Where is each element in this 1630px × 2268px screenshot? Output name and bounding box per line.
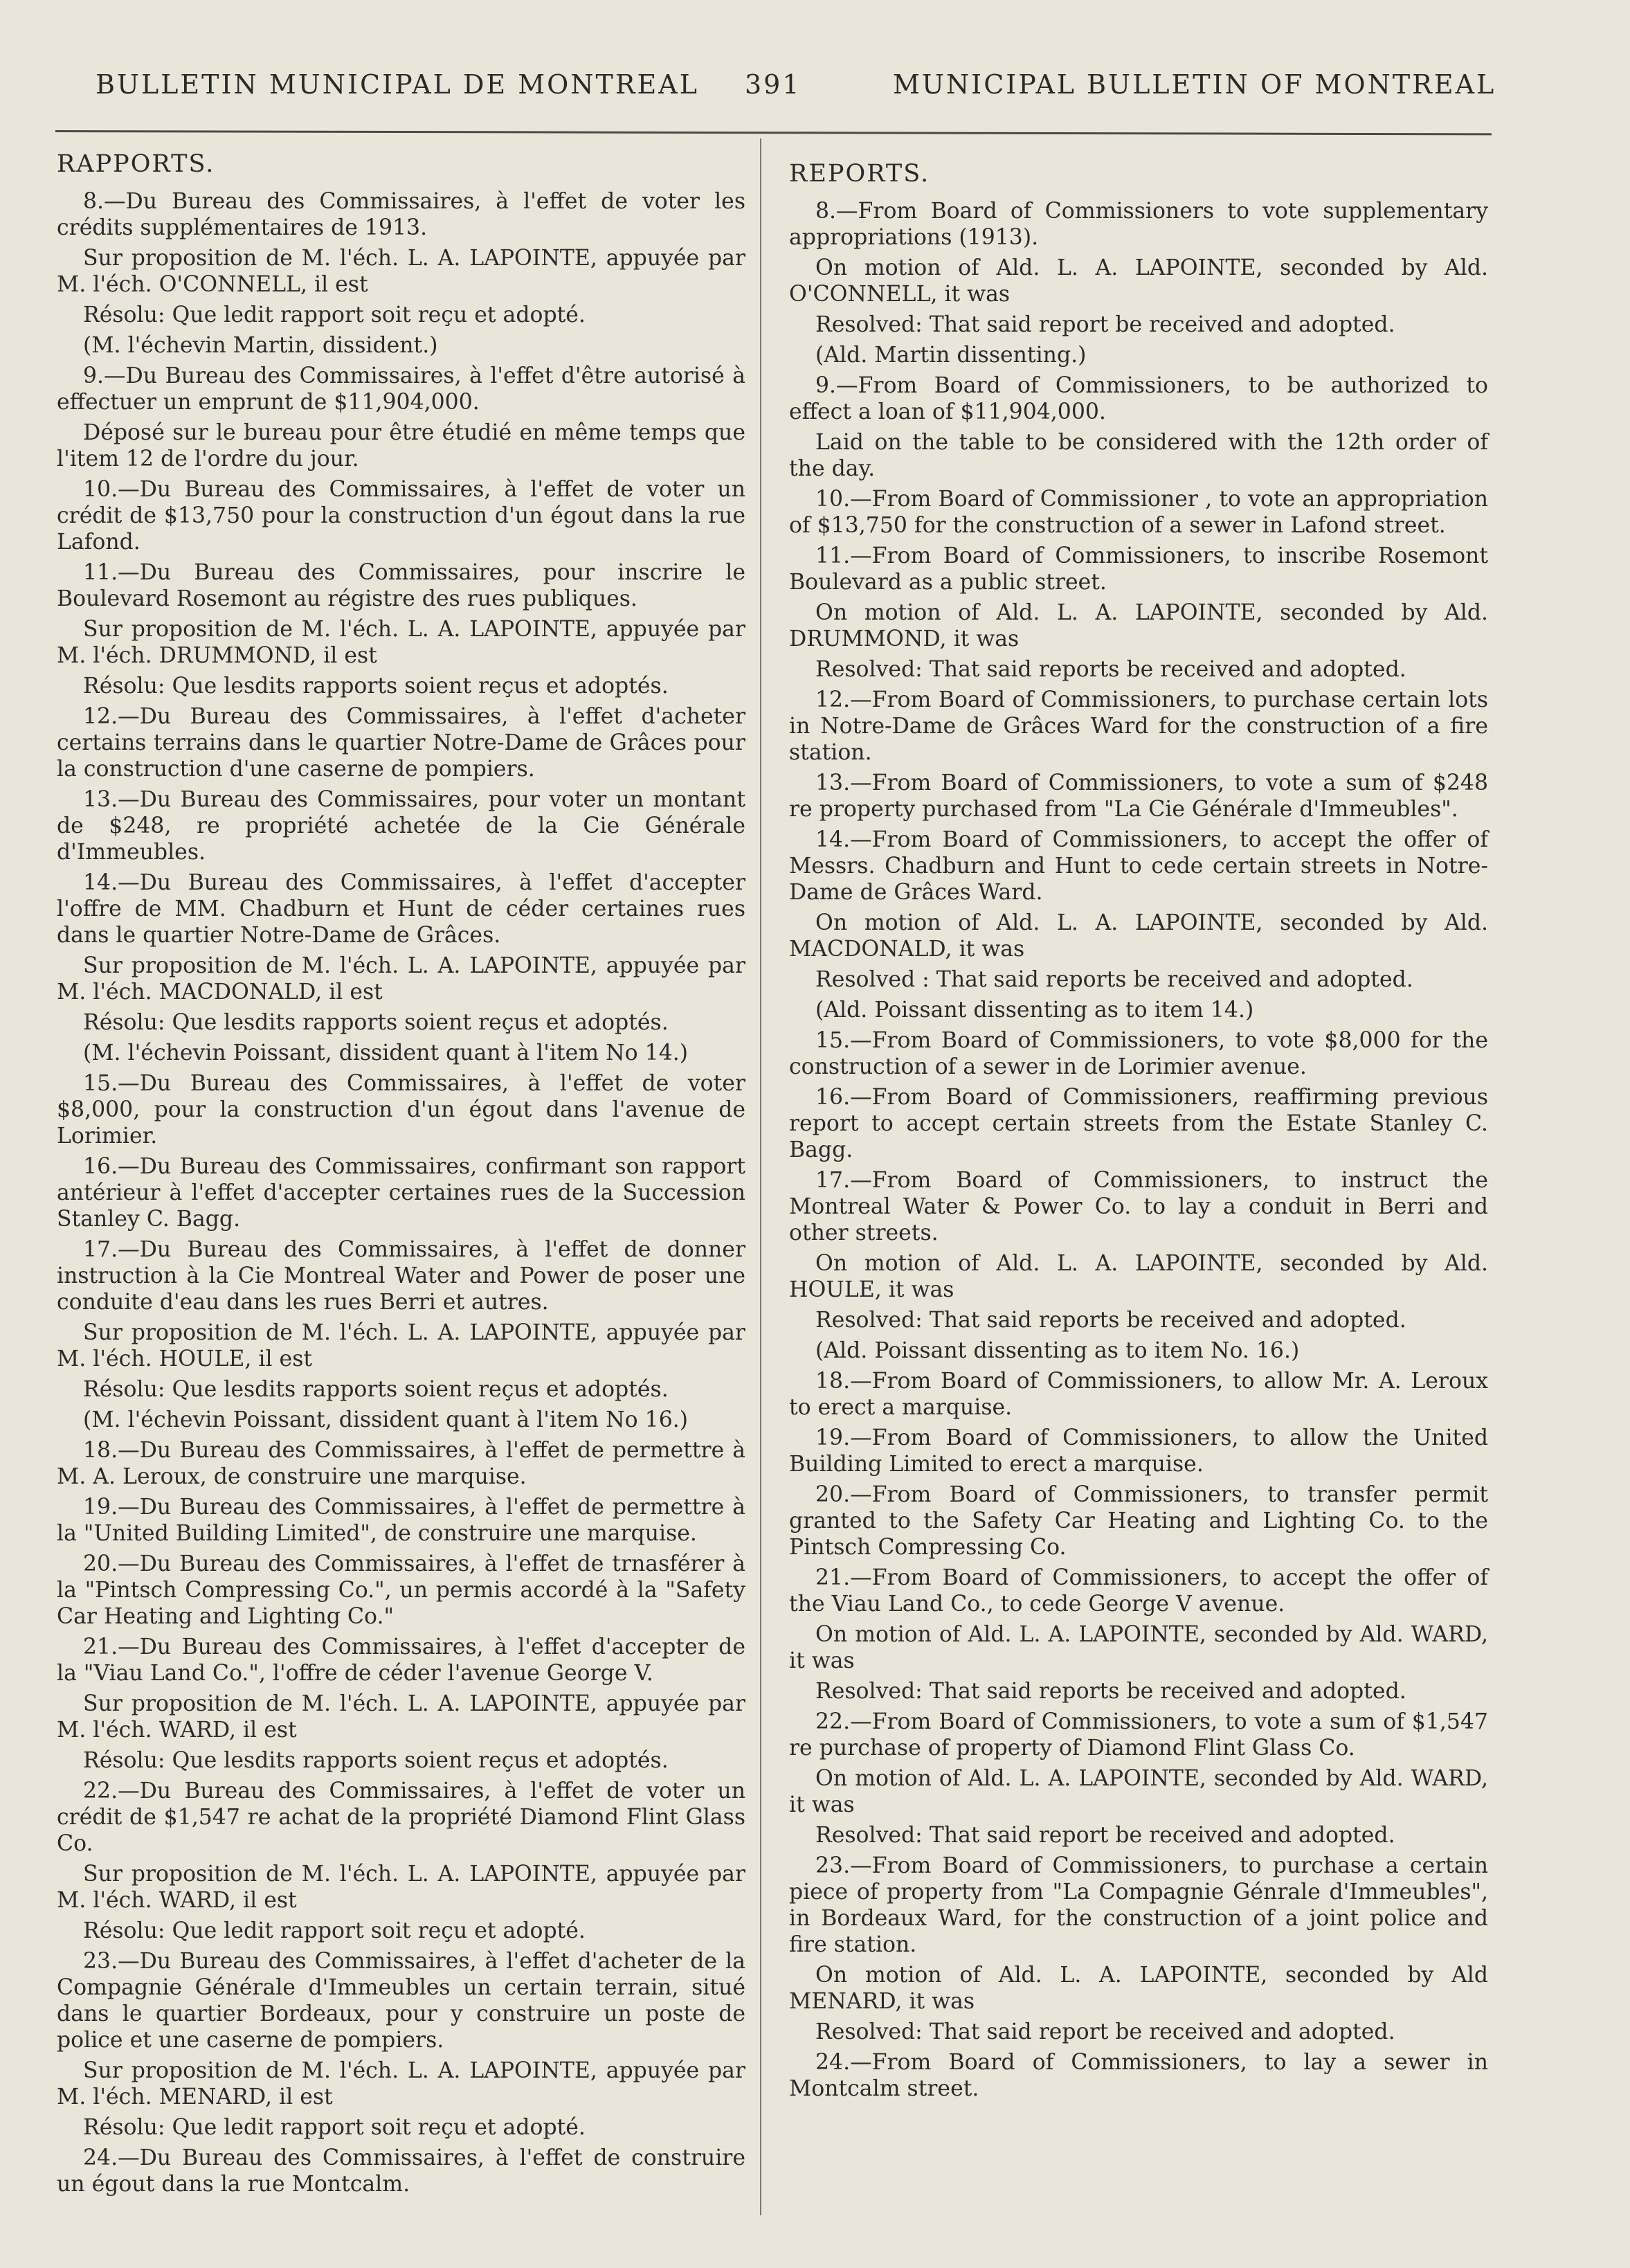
english-paragraph: 9.—From Board of Commissioners, to be authorized to effect a loan of $11,904,000. <box>789 373 1488 424</box>
english-paragraph: Resolved : That said reports be received and adopted. <box>815 967 1413 992</box>
french-column <box>57 151 745 2202</box>
french-paragraph: 13.—Du Bureau des Commissaires, pour voter un montant de $248, re propriété achetée de la Cie Générale d'Immeubles. <box>57 787 745 865</box>
english-paragraph: 19.—From Board of Commissioners, to allow the United Building Limited to erect a marquise. <box>789 1425 1488 1477</box>
french-paragraph: Résolu: Que lesdits rapports soient reçus et adoptés. <box>83 1010 669 1035</box>
french-paragraph: Résolu: Que lesdits rapports soient reçus et adoptés. <box>83 674 669 699</box>
french-paragraph: Sur proposition de M. l'éch. L. A. LAPOINTE, appuyée par M. l'éch. WARD, il est <box>57 1862 745 1913</box>
english-paragraph: Resolved: That said reports be received and adopted. <box>815 657 1406 682</box>
english-paragraph: 14.—From Board of Commissioners, to accept the offer of Messrs. Chadburn and Hunt to cede certain streets in Notre-Dame de Grâces Ward. <box>789 827 1488 905</box>
french-paragraph: Résolu: Que ledit rapport soit reçu et adopté. <box>83 303 586 327</box>
header-title-french: BULLETIN MUNICIPAL DE MONTREAL <box>96 69 699 100</box>
english-paragraph: On motion of Ald. L. A. LAPOINTE, seconded by Ald. O'CONNELL, it was <box>789 255 1488 307</box>
french-paragraph: Sur proposition de M. l'éch. L. A. LAPOINTE, appuyée par M. l'éch. HOULE, il est <box>57 1320 745 1371</box>
french-paragraph: Sur proposition de M. l'éch. L. A. LAPOINTE, appuyée par M. l'éch. DRUMMOND, il est <box>57 617 745 668</box>
english-paragraph: 17.—From Board of Commissioners, to instruct the Montreal Water & Power Co. to lay a conduit in Berri and other streets. <box>789 1168 1488 1245</box>
english-paragraph: Laid on the table to be considered with the 12th order of the day. <box>789 430 1488 481</box>
french-paragraph: 23.—Du Bureau des Commissaires, à l'effet d'acheter de la Compagnie Générale d'Immeubles un certain terrain, situé dans le quartier Bordeaux, pour y construire un poste de police et une caserne de pompiers. <box>57 1949 745 2053</box>
french-paragraph: (M. l'échevin Martin, dissident.) <box>83 333 438 358</box>
french-paragraph: 24.—Du Bureau des Commissaires, à l'effet de construire un égout dans la rue Montcalm. <box>57 2145 745 2197</box>
english-paragraph: 23.—From Board of Commissioners, to purchase a certain piece of property from "La Compagnie Génrale d'Immeubles", in Bordeaux Ward, for the construction of a joint police and fire station. <box>789 1853 1488 1957</box>
english-paragraph: On motion of Ald. L. A. LAPOINTE, seconded by Ald MENARD, it was <box>789 1963 1488 2014</box>
french-paragraph: 10.—Du Bureau des Commissaires, à l'effet de voter un crédit de $13,750 pour la construction d'un égout dans la rue Lafond. <box>57 477 745 555</box>
english-paragraph: Resolved: That said report be received and adopted. <box>815 312 1395 337</box>
french-paragraph: 11.—Du Bureau des Commissaires, pour inscrire le Boulevard Rosemont au régistre des rues publiques. <box>57 560 745 611</box>
english-paragraph: 22.—From Board of Commissioners, to vote a sum of $1,547 re purchase of property of Diamond Flint Glass Co. <box>789 1709 1488 1761</box>
english-section-title: REPORTS. <box>789 160 930 188</box>
french-paragraph: 19.—Du Bureau des Commissaires, à l'effet de permettre à la "United Building Limited", de construire une marquise. <box>57 1495 745 1546</box>
french-paragraph: Résolu: Que ledit rapport soit reçu et adopté. <box>83 1918 586 1943</box>
french-paragraph: Résolu: Que ledit rapport soit reçu et adopté. <box>83 2115 586 2140</box>
french-paragraph: 18.—Du Bureau des Commissaires, à l'effet de permettre à M. A. Leroux, de construire une marquise. <box>57 1438 745 1489</box>
header-rule <box>55 130 1492 135</box>
french-paragraph: 9.—Du Bureau des Commissaires, à l'effet d'être autorisé à effectuer un emprunt de $11,904,000. <box>57 363 745 415</box>
english-paragraph: Resolved: That said report be received and adopted. <box>815 2019 1395 2044</box>
english-paragraph: 20.—From Board of Commissioners, to transfer permit granted to the Safety Car Heating and Lighting Co. to the Pintsch Compressing Co. <box>789 1482 1488 1560</box>
english-paragraph: On motion of Ald. L. A. LAPOINTE, seconded by Ald. MACDONALD, it was <box>789 910 1488 962</box>
english-paragraph: Resolved: That said reports be received and adopted. <box>815 1679 1406 1704</box>
french-paragraph: Sur proposition de M. l'éch. L. A. LAPOINTE, appuyée par M. l'éch. MACDONALD, il est <box>57 953 745 1005</box>
french-paragraph: 22.—Du Bureau des Commissaires, à l'effet de voter un crédit de $1,547 re achat de la propriété Diamond Flint Glass Co. <box>57 1779 745 1856</box>
french-paragraph: 15.—Du Bureau des Commissaires, à l'effet de voter $8,000, pour la construction d'un égout dans l'avenue de Lorimier. <box>57 1071 745 1149</box>
english-column <box>789 151 1488 2106</box>
english-paragraph: On motion of Ald. L. A. LAPOINTE, seconded by Ald. DRUMMOND, it was <box>789 600 1488 651</box>
header-title-english: MUNICIPAL BULLETIN OF MONTREAL <box>893 69 1496 100</box>
english-paragraph: On motion of Ald. L. A. LAPOINTE, seconded by Ald. WARD, it was <box>789 1622 1488 1673</box>
english-paragraph: 12.—From Board of Commissioners, to purchase certain lots in Notre-Dame de Grâces Ward for the construction of a fire station. <box>789 687 1488 765</box>
french-paragraph: 21.—Du Bureau des Commissaires, à l'effet d'accepter de la "Viau Land Co.", l'offre de céder l'avenue George V. <box>57 1635 745 1686</box>
french-paragraph: (M. l'échevin Poissant, dissident quant à l'item No 16.) <box>83 1407 689 1432</box>
english-paragraph: On motion of Ald. L. A. LAPOINTE, seconded by Ald. WARD, it was <box>789 1766 1488 1817</box>
french-paragraph: Sur proposition de M. l'éch. L. A. LAPOINTE, appuyée par M. l'éch. O'CONNELL, il est <box>57 246 745 297</box>
french-paragraph: 12.—Du Bureau des Commissaires, à l'effet d'acheter certains terrains dans le quartier Notre-Dame de Grâces pour la construction d'une caserne de pompiers. <box>57 704 745 782</box>
french-paragraph: 8.—Du Bureau des Commissaires, à l'effet de voter les crédits supplémentaires de 1913. <box>57 189 745 240</box>
english-paragraph: 15.—From Board of Commissioners, to vote $8,000 for the construction of a sewer in de Lorimier avenue. <box>789 1028 1488 1079</box>
french-paragraph: Sur proposition de M. l'éch. L. A. LAPOINTE, appuyée par M. l'éch. WARD, il est <box>57 1691 745 1743</box>
english-paragraph: 21.—From Board of Commissioners, to accept the offer of the Viau Land Co., to cede George V avenue. <box>789 1565 1488 1617</box>
french-paragraph: Résolu: Que lesdits rapports soient reçus et adoptés. <box>83 1377 669 1402</box>
english-paragraph: Resolved: That said report be received and adopted. <box>815 1823 1395 1848</box>
french-paragraph: Déposé sur le bureau pour être étudié en même temps que l'item 12 de l'ordre du jour. <box>57 420 745 471</box>
english-paragraph: 11.—From Board of Commissioners, to inscribe Rosemont Boulevard as a public street. <box>789 543 1488 595</box>
french-paragraph: 14.—Du Bureau des Commissaires, à l'effet d'accepter l'offre de MM. Chadburn et Hunt de céder certaines rues dans le quartier Notre-Dame de Grâces. <box>57 870 745 948</box>
page-header <box>0 69 1630 118</box>
english-paragraph: 10.—From Board of Commissioner , to vote an appropriation of $13,750 for the construction of a sewer in Lafond street. <box>789 487 1488 538</box>
column-divider <box>760 138 761 2215</box>
english-paragraph: (Ald. Martin dissenting.) <box>815 343 1087 368</box>
english-paragraph: (Ald. Poissant dissenting as to item No. 16.) <box>815 1338 1300 1363</box>
french-section-title: RAPPORTS. <box>57 150 215 178</box>
french-paragraph: Résolu: Que lesdits rapports soient reçus et adoptés. <box>83 1748 669 1773</box>
english-paragraph: (Ald. Poissant dissenting as to item 14.) <box>815 998 1254 1023</box>
french-paragraph: 17.—Du Bureau des Commissaires, à l'effet de donner instruction à la Cie Montreal Water and Power de poser une conduite d'eau dans les rues Berri et autres. <box>57 1237 745 1315</box>
english-paragraph: 24.—From Board of Commissioners, to lay a sewer in Montcalm street. <box>789 2050 1488 2101</box>
english-paragraph: 16.—From Board of Commissioners, reaffirming previous report to accept certain streets from the Estate Stanley C. Bagg. <box>789 1085 1488 1162</box>
english-paragraph: Resolved: That said reports be received and adopted. <box>815 1308 1406 1333</box>
french-paragraph: 20.—Du Bureau des Commissaires, à l'effet de trnasférer à la "Pintsch Compressing Co.", un permis accordé à la "Safety Car Heating and Lighting Co." <box>57 1551 745 1629</box>
english-paragraph: 13.—From Board of Commissioners, to vote a sum of $248 re property purchased from "La Cie Générale d'Immeubles". <box>789 771 1488 822</box>
english-paragraph: 18.—From Board of Commissioners, to allow Mr. A. Leroux to erect a marquise. <box>789 1369 1488 1420</box>
french-paragraph: Sur proposition de M. l'éch. L. A. LAPOINTE, appuyée par M. l'éch. MENARD, il est <box>57 2058 745 2109</box>
english-paragraph: 8.—From Board of Commissioners to vote supplementary appropriations (1913). <box>789 199 1488 250</box>
french-paragraph: 16.—Du Bureau des Commissaires, confirmant son rapport antérieur à l'effet d'accepter certaines rues de la Succession Stanley C. Bagg. <box>57 1154 745 1232</box>
french-paragraph: (M. l'échevin Poissant, dissident quant à l'item No 14.) <box>83 1041 689 1065</box>
english-paragraph: On motion of Ald. L. A. LAPOINTE, seconded by Ald. HOULE, it was <box>789 1251 1488 1302</box>
page-number: 391 <box>745 69 802 100</box>
